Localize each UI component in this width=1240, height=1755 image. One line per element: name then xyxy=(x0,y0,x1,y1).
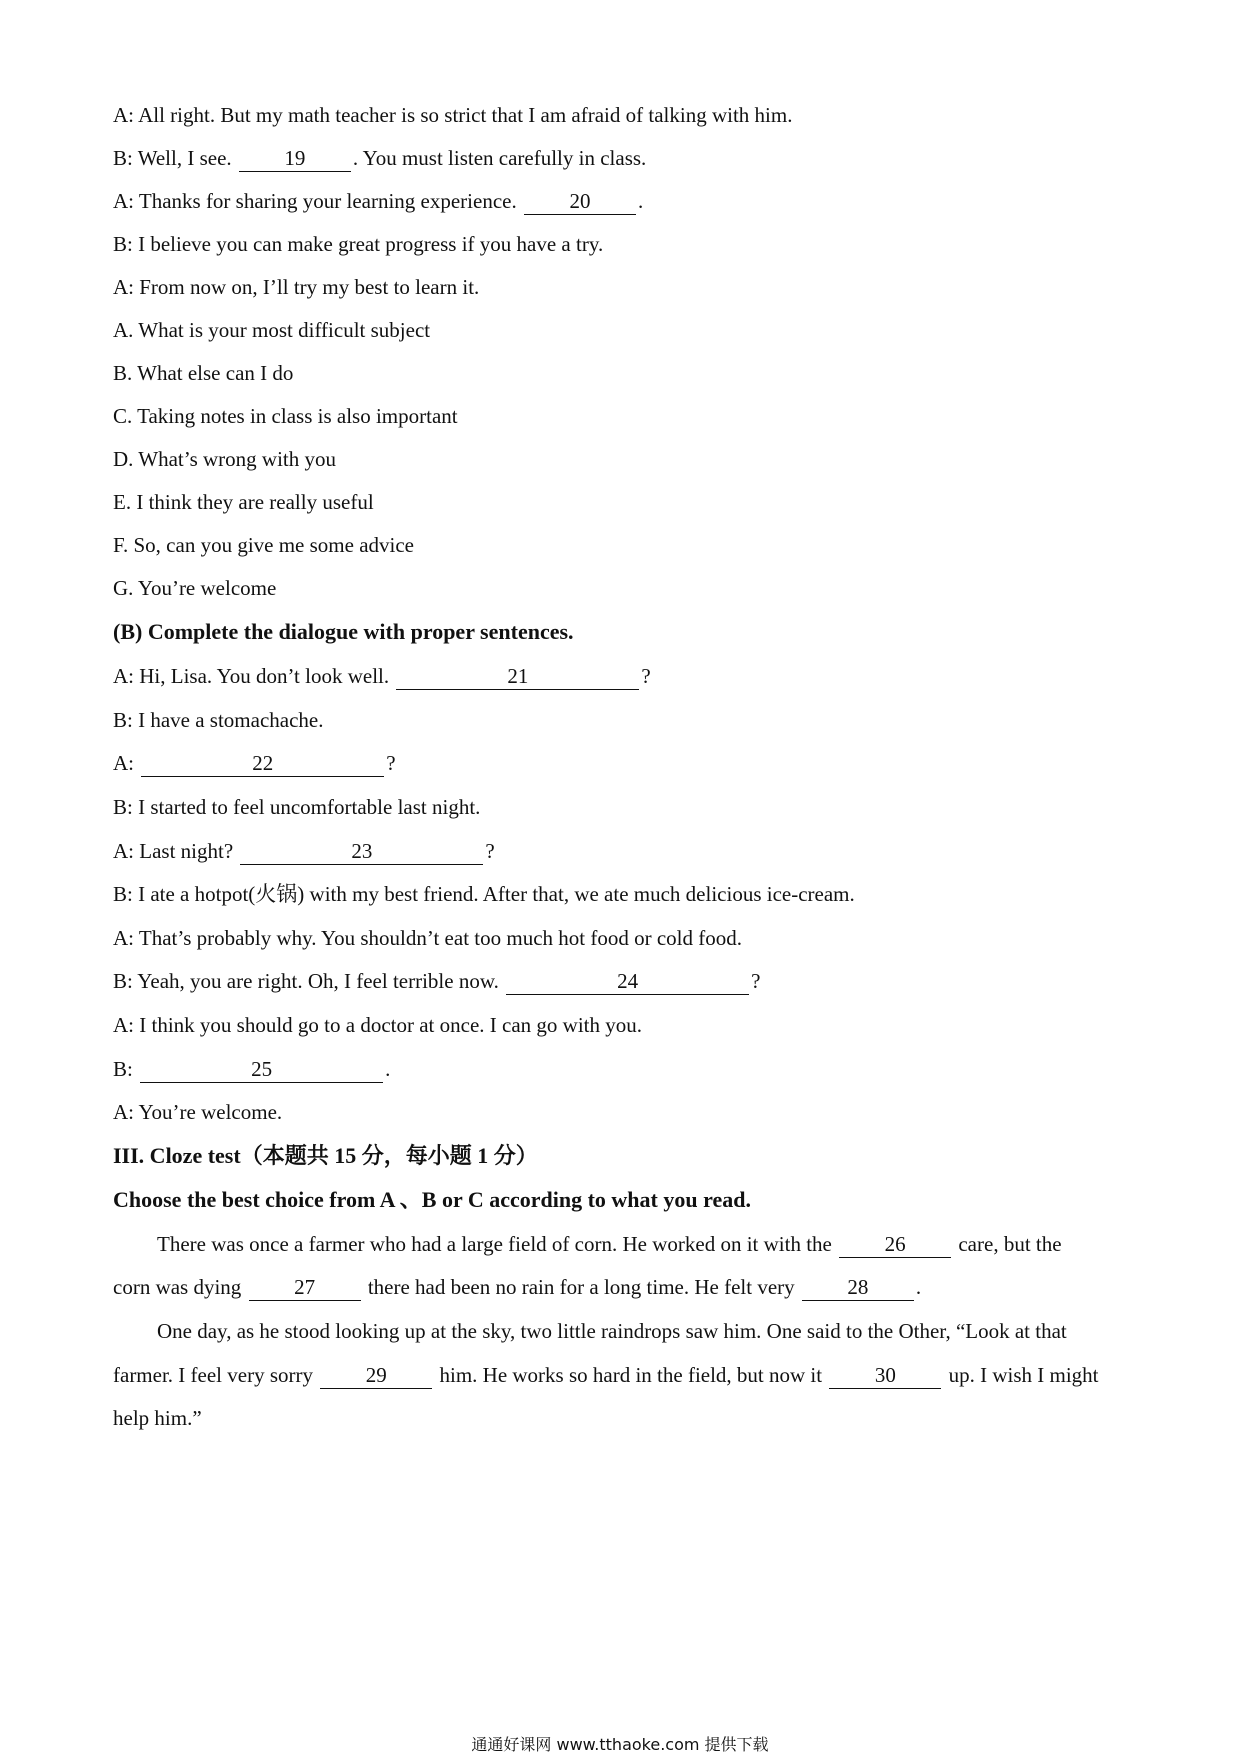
answer-blank-25[interactable]: 25 xyxy=(140,1056,383,1083)
dialogue-text: B: I have a stomachache. xyxy=(113,708,324,732)
dialogue-line xyxy=(113,1010,642,1040)
dialogue-text: ? xyxy=(751,969,761,993)
cloze-text: There was once a farmer who had a large field of corn. He worked on it with the xyxy=(157,1232,838,1256)
dialogue-text: A: That’s probably why. You shouldn’t eat too much hot food or cold food. xyxy=(113,926,742,950)
option-item: C. Taking notes in class is also important xyxy=(113,404,458,428)
cloze-line: help him.” xyxy=(113,1406,202,1430)
cloze-text: corn was dying xyxy=(113,1275,247,1299)
page-footer: 通通好课网 www.tthaoke.com 提供下载 xyxy=(471,1735,769,1754)
cloze-text: there had been no rain for a long time. He felt very xyxy=(362,1275,800,1299)
answer-blank-30[interactable]: 30 xyxy=(829,1362,941,1389)
dialogue-text: B: I started to feel uncomfortable last night. xyxy=(113,795,481,819)
answer-blank-23[interactable]: 23 xyxy=(240,838,483,865)
dialogue-line xyxy=(113,792,480,822)
dialogue-line xyxy=(113,836,495,866)
dialogue-text: . xyxy=(385,1057,391,1081)
answer-blank-20[interactable]: 20 xyxy=(524,188,636,215)
option-item: D. What’s wrong with you xyxy=(113,447,337,471)
dialogue-text: A: All right. But my math teacher is so strict that I am afraid of talking with him. xyxy=(113,103,793,127)
dialogue-line xyxy=(113,923,742,953)
dialogue-text: . You must listen carefully in class. xyxy=(352,146,647,170)
answer-blank-22[interactable]: 22 xyxy=(141,750,384,777)
dialogue-text: A: Last night? xyxy=(113,839,239,863)
dialogue-text: ? xyxy=(641,664,651,688)
dialogue-text: . xyxy=(637,189,644,213)
cloze-text: farmer. I feel very sorry xyxy=(113,1363,319,1387)
option-item: A. What is your most difficult subject xyxy=(113,318,431,342)
cloze-text: . xyxy=(915,1275,922,1299)
part-b-heading: (B) Complete the dialogue with proper sentences. xyxy=(113,619,574,644)
answer-blank-29[interactable]: 29 xyxy=(320,1362,432,1389)
answer-blank-19[interactable]: 19 xyxy=(239,145,351,172)
dialogue-text: B: Yeah, you are right. Oh, I feel terrible now. xyxy=(113,969,505,993)
dialogue-text: B: Well, I see. xyxy=(113,146,237,170)
section-iii-heading: III. Cloze test（本题共 15 分，每小题 1 分） xyxy=(113,1143,538,1168)
dialogue-line xyxy=(113,748,396,778)
dialogue-text: B: xyxy=(113,1057,139,1081)
dialogue-text: A: You’re welcome. xyxy=(113,1100,283,1124)
answer-blank-26[interactable]: 26 xyxy=(839,1231,951,1258)
dialogue-text: B: I believe you can make great progress if you have a try. xyxy=(113,232,604,256)
option-item: G. You’re welcome xyxy=(113,576,277,600)
dialogue-line xyxy=(113,1097,282,1127)
dialogue-text: A: xyxy=(113,751,140,775)
cloze-text: care, but the xyxy=(953,1232,1062,1256)
dialogue-text: ? xyxy=(485,839,495,863)
option-item: B. What else can I do xyxy=(113,361,294,385)
cloze-text: up. I wish I might xyxy=(943,1363,1099,1387)
dialogue-line xyxy=(113,705,324,735)
dialogue-line xyxy=(113,272,479,302)
answer-blank-27[interactable]: 27 xyxy=(249,1274,361,1301)
dialogue-line xyxy=(113,229,603,259)
dialogue-line xyxy=(113,966,760,996)
answer-blank-28[interactable]: 28 xyxy=(802,1274,914,1301)
dialogue-line xyxy=(113,879,855,909)
dialogue-text: A: Thanks for sharing your learning experience. xyxy=(113,189,522,213)
option-item: E. I think they are really useful xyxy=(113,490,374,514)
dialogue-line xyxy=(113,100,792,130)
cloze-line xyxy=(113,1360,1099,1390)
dialogue-line xyxy=(113,661,651,691)
answer-blank-21[interactable]: 21 xyxy=(396,663,639,690)
cloze-line: One day, as he stood looking up at the sky, two little raindrops saw him. One said to the Other, “Look at that xyxy=(157,1319,1067,1343)
section-iii-instruction: Choose the best choice from A 、B or C according to what you read. xyxy=(113,1187,751,1212)
dialogue-text: A: From now on, I’ll try my best to learn it. xyxy=(113,275,480,299)
option-item: F. So, can you give me some advice xyxy=(113,533,415,557)
dialogue-text: A: I think you should go to a doctor at once. I can go with you. xyxy=(113,1013,642,1037)
dialogue-text: A: Hi, Lisa. You don’t look well. xyxy=(113,664,395,688)
cloze-line xyxy=(157,1229,1062,1259)
dialogue-line xyxy=(113,1054,390,1084)
dialogue-line xyxy=(113,186,643,216)
cloze-line xyxy=(113,1272,921,1302)
cloze-text: him. He works so hard in the field, but now it xyxy=(434,1363,828,1387)
answer-blank-24[interactable]: 24 xyxy=(506,968,749,995)
dialogue-text: ? xyxy=(386,751,396,775)
dialogue-text: B: I ate a hotpot(火锅) with my best friend. After that, we ate much delicious ice-cream. xyxy=(113,882,855,906)
dialogue-line xyxy=(113,143,646,173)
